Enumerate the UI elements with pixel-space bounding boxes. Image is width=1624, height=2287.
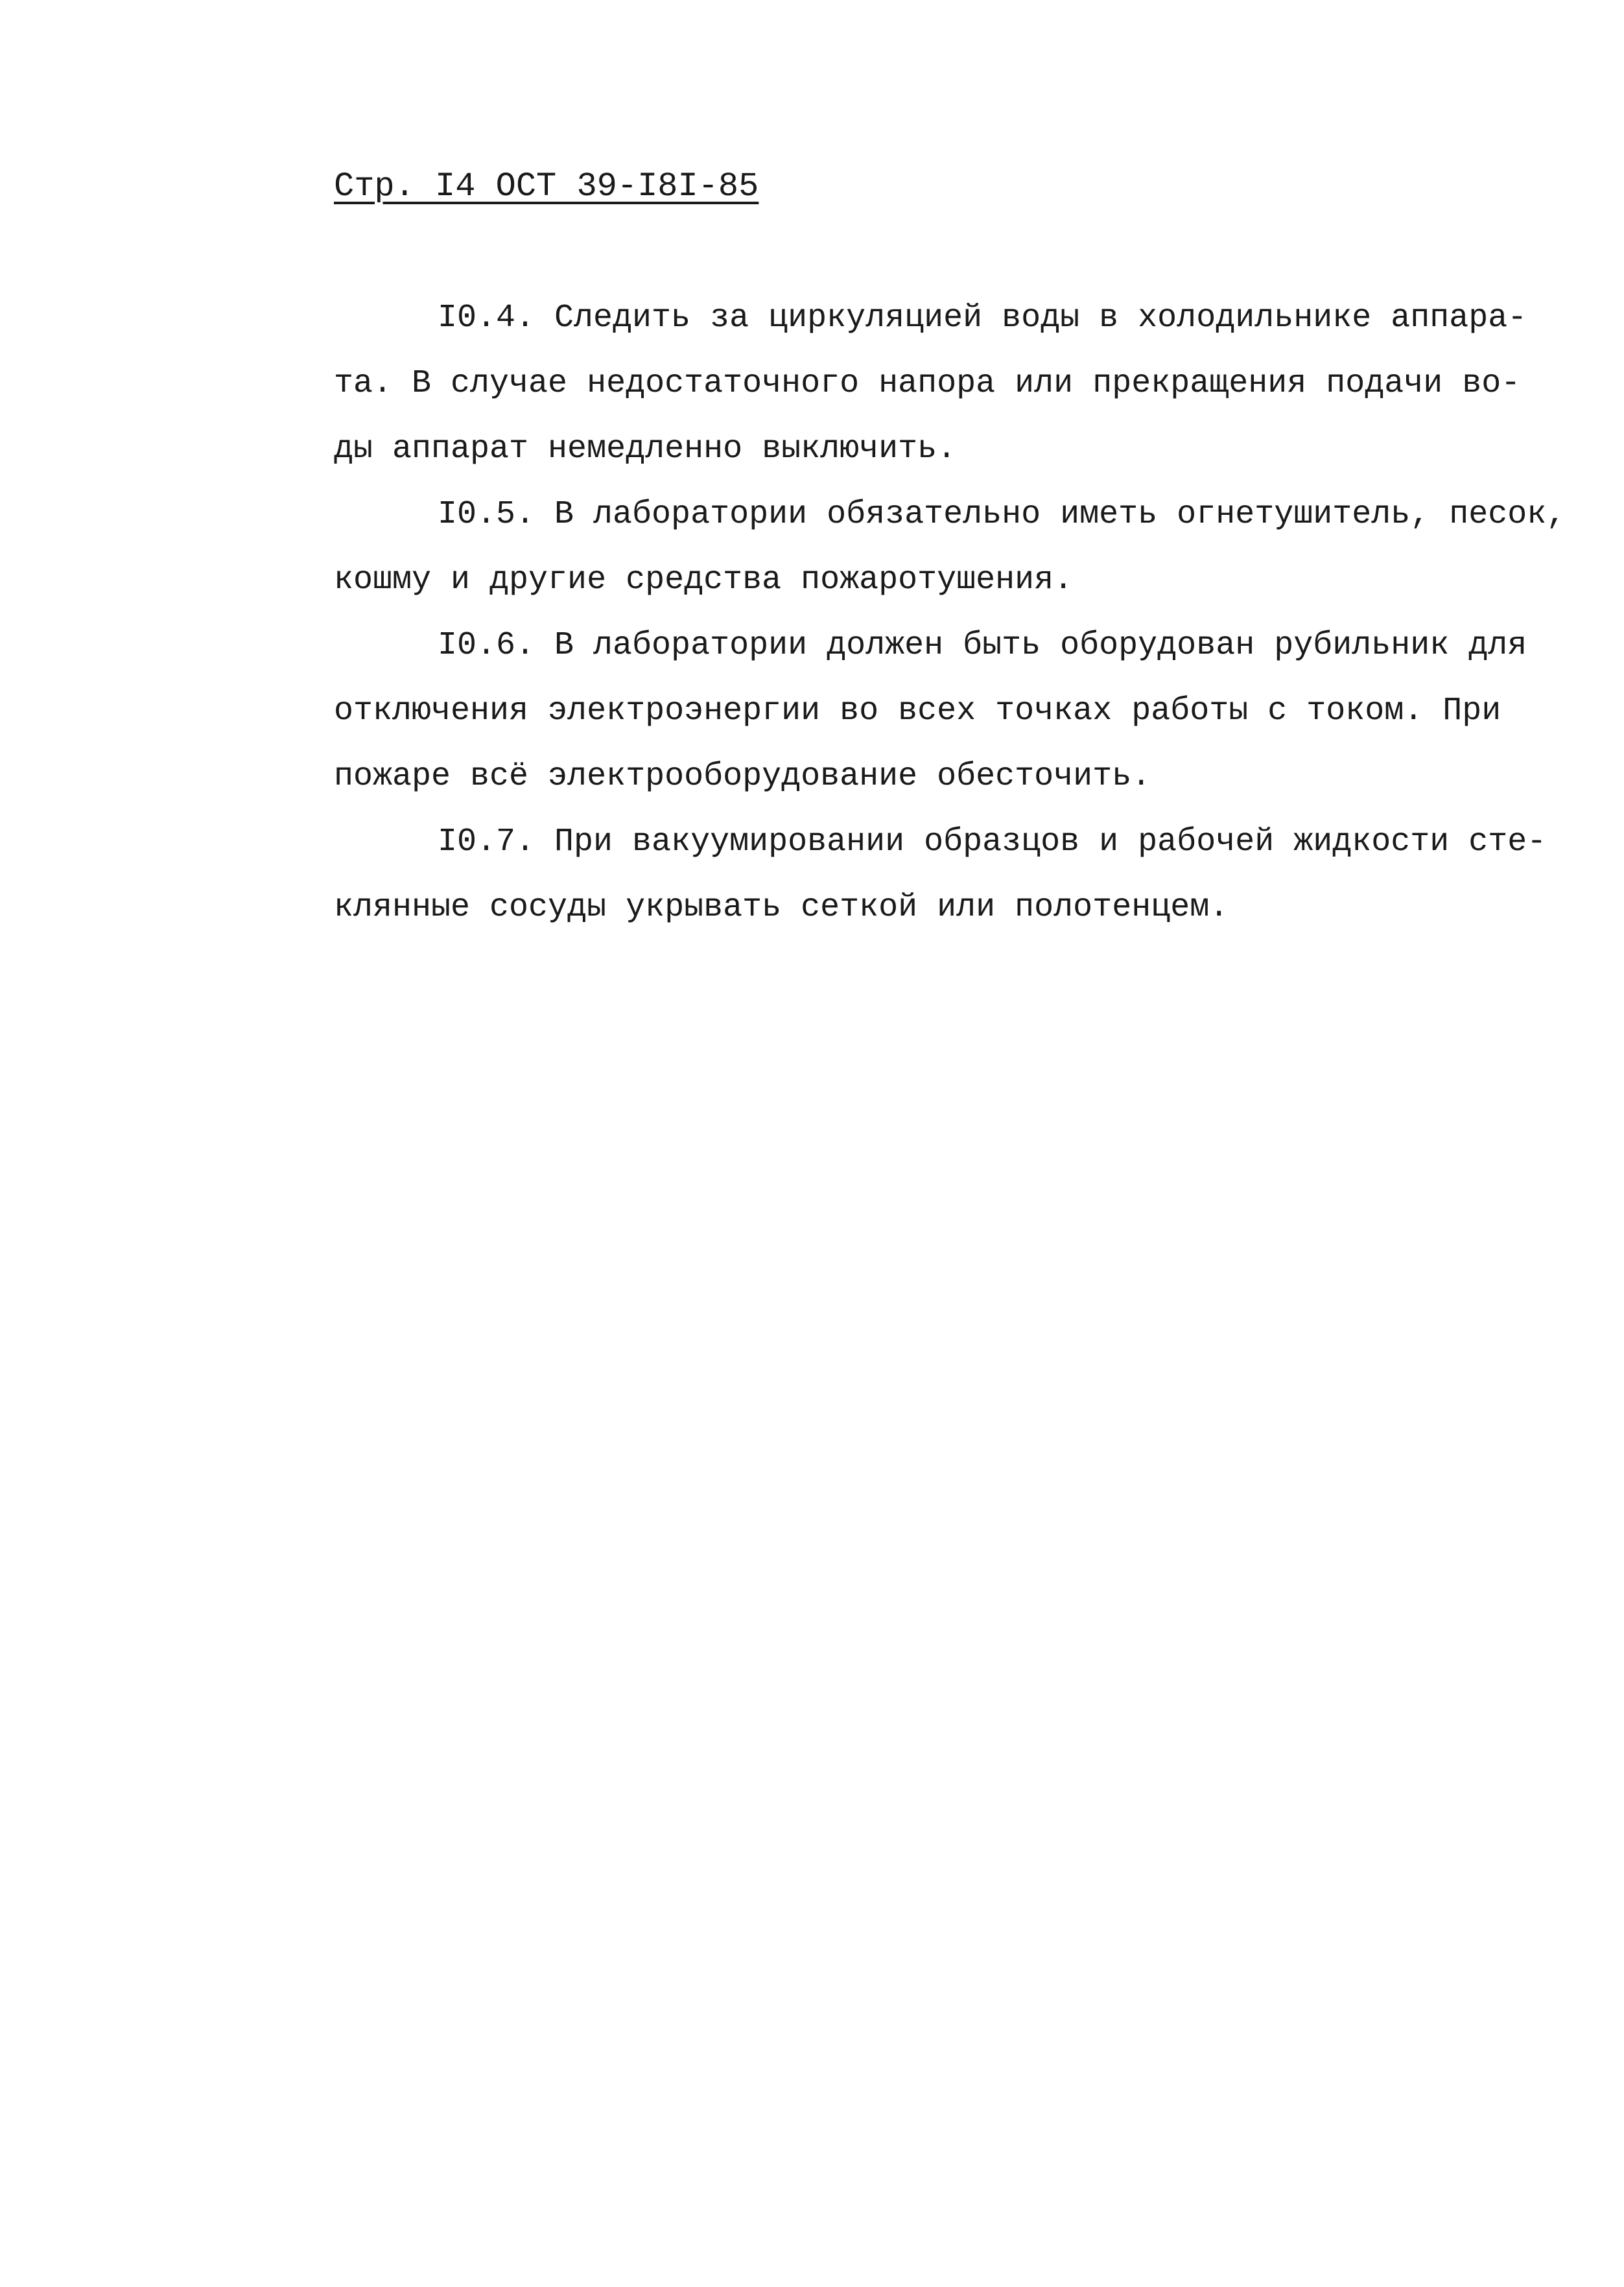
paragraph-line: пожаре всё электрооборудование обесточить. [334,758,1151,795]
paragraph-line: отключения электроэнергии во всех точках работы с током. При [334,693,1501,729]
paragraph-line: I0.6. В лаборатории должен быть оборудован рубильник для [438,627,1527,664]
paragraph-10-7 [334,809,1585,940]
paragraph-line: клянные сосуды укрывать сеткой или полотенцем. [334,889,1229,926]
document-body [334,285,1585,940]
paragraph-line: I0.4. Следить за циркуляцией воды в холодильнике аппара- [438,300,1527,337]
paragraph-line: I0.5. В лаборатории обязательно иметь огнетушитель, песок, [438,496,1566,533]
paragraph-10-6 [334,613,1585,809]
paragraph-10-5 [334,482,1585,613]
paragraph-line: I0.7. При вакуумировании образцов и рабочей жидкости сте- [438,824,1547,860]
page-header: Стр. I4 ОСТ 39-I8I-85 [334,167,759,206]
paragraph-line: ды аппарат немедленно выключить. [334,431,957,468]
paragraph-line: та. В случае недостаточного напора или прекращения подачи во- [334,365,1521,402]
paragraph-line: кошму и другие средства пожаротушения. [334,562,1074,598]
paragraph-10-4 [334,285,1585,482]
